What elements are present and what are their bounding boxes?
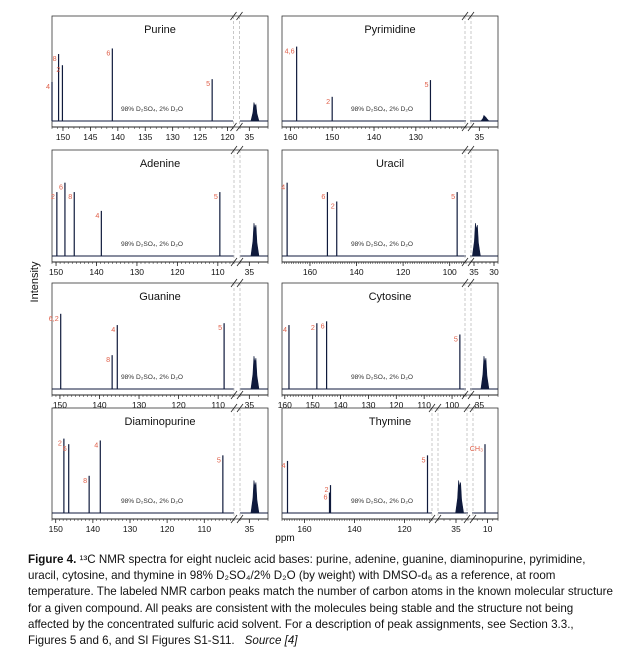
tick-label: 120 <box>171 400 186 410</box>
peak-label: 5 <box>421 455 426 465</box>
tick-label: 160 <box>283 132 298 142</box>
tick-label: 110 <box>197 524 212 534</box>
peak-label: 8 <box>68 192 73 202</box>
tick-label: 100 <box>444 400 460 410</box>
peak-label: 4 <box>95 210 100 220</box>
peak-label: 8 <box>83 475 88 485</box>
panel-title: Pyrimidine <box>364 24 416 36</box>
peak-label: 5 <box>424 80 429 90</box>
peak-label: 6 <box>320 321 325 331</box>
reference-peak <box>251 480 259 513</box>
tick-label: 130 <box>129 267 145 277</box>
tick-label: 35 <box>244 267 255 277</box>
peak-label: 5 <box>218 323 223 333</box>
peak-label: 2 <box>57 438 62 448</box>
spectrum-panel <box>46 12 268 142</box>
spectrum-panel <box>49 279 268 410</box>
peak-label: 8 <box>52 54 57 64</box>
tick-label: 160 <box>277 400 292 410</box>
tick-label: 35 <box>469 267 479 277</box>
tick-label: 140 <box>89 267 104 277</box>
peak-label: 2 <box>330 201 335 211</box>
peak-label: 4 <box>282 325 287 335</box>
tick-label: 110 <box>211 267 225 277</box>
reference-peak <box>481 356 489 389</box>
tick-label: 140 <box>110 132 125 142</box>
tick-label: 160 <box>297 524 312 534</box>
peak-label: 4,6 <box>284 46 295 56</box>
solvent-label: 98% D₂SO₄, 2% D₂O <box>120 241 184 248</box>
tick-label: 150 <box>325 132 340 142</box>
tick-label: 160 <box>302 267 318 277</box>
peak-label: 4 <box>281 460 286 470</box>
peak-label: CH₃ <box>469 444 483 454</box>
tick-label: 140 <box>366 132 382 142</box>
tick-label: 30 <box>489 267 499 277</box>
tick-label: 140 <box>349 267 364 277</box>
peak-label: 2 <box>326 96 331 106</box>
tick-label: 140 <box>92 400 107 410</box>
tick-label: 125 <box>192 132 208 142</box>
peak-label: 5 <box>453 334 458 344</box>
peak-label: 4 <box>281 182 286 192</box>
tick-label: 150 <box>48 524 63 534</box>
y-axis-label: Intensity <box>29 261 41 303</box>
tick-label: 35 <box>474 400 485 410</box>
spectrum-panel <box>49 146 268 277</box>
reference-peak <box>251 102 259 121</box>
tick-label: 120 <box>396 267 411 277</box>
panel-title: Diaminopurine <box>124 416 196 428</box>
peak-label: 2 <box>310 323 315 333</box>
peak-label: 2 <box>56 65 61 75</box>
reference-peak <box>472 223 480 256</box>
spectrum-panel <box>282 404 499 534</box>
peak-label: 2 <box>324 485 329 495</box>
peak-label: 4 <box>111 325 116 335</box>
tick-label: 110 <box>417 400 431 410</box>
reference-peak <box>251 356 259 389</box>
figure-caption <box>28 552 613 649</box>
peak-label: 6 <box>58 182 63 192</box>
reference-peak <box>251 223 259 256</box>
peak-label: 4 <box>46 81 50 91</box>
solvent-label: 98% D₂SO₄, 2% D₂O <box>350 498 414 505</box>
tick-label: 130 <box>408 132 423 142</box>
tick-label: 150 <box>305 400 320 410</box>
tick-label: 150 <box>48 267 64 277</box>
peak-label: 5 <box>206 79 211 89</box>
tick-label: 145 <box>83 132 98 142</box>
panel-title: Thymine <box>368 416 412 428</box>
spectrum-panel <box>278 279 498 410</box>
tick-label: 120 <box>170 267 185 277</box>
tick-label: 120 <box>389 400 404 410</box>
solvent-label: 98% D₂SO₄, 2% D₂O <box>120 498 184 505</box>
peak-label: 4 <box>94 440 99 450</box>
tick-label: 130 <box>122 524 138 534</box>
peak-label: 6 <box>62 444 67 454</box>
tick-label: 140 <box>333 400 348 410</box>
spectrum-panel <box>282 12 498 142</box>
tick-label: 150 <box>52 400 68 410</box>
tick-label: 35 <box>474 132 485 142</box>
solvent-label: 98% D₂SO₄, 2% D₂O <box>120 106 184 113</box>
panel-title: Purine <box>144 24 176 36</box>
tick-label: 140 <box>347 524 362 534</box>
peak-label: 6 <box>321 192 326 202</box>
peak-label: 6,2 <box>48 313 59 323</box>
panel-title: Cytosine <box>368 291 412 303</box>
tick-label: 130 <box>131 400 147 410</box>
peak-label: 5 <box>213 192 218 202</box>
figure-label: Figure 4. <box>28 553 77 566</box>
reference-peak <box>481 115 489 121</box>
tick-label: 35 <box>451 524 461 534</box>
peak-label: 6 <box>106 48 111 58</box>
panel-title: Uracil <box>375 158 405 170</box>
peak-label: 8 <box>106 355 111 365</box>
tick-label: 35 <box>244 132 255 142</box>
solvent-label: 98% D₂SO₄, 2% D₂O <box>120 374 184 381</box>
peak-label: 5 <box>216 455 221 465</box>
tick-label: 130 <box>165 132 180 142</box>
solvent-label: 98% D₂SO₄, 2% D₂O <box>350 106 414 113</box>
panel-title: Adenine <box>139 158 181 170</box>
tick-label: 130 <box>361 400 376 410</box>
tick-label: 120 <box>220 132 235 142</box>
tick-label: 110 <box>211 400 225 410</box>
peak-label: 6 <box>323 492 328 502</box>
tick-label: 135 <box>138 132 153 142</box>
reference-peak <box>456 480 464 513</box>
spectra-panels <box>46 12 499 534</box>
tick-label: 35 <box>244 524 255 534</box>
tick-label: 150 <box>55 132 71 142</box>
tick-label: 35 <box>244 400 255 410</box>
solvent-label: 98% D₂SO₄, 2% D₂O <box>350 374 414 381</box>
spectrum-panel <box>49 404 268 534</box>
tick-label: 10 <box>482 524 493 534</box>
solvent-label: 98% D₂SO₄, 2% D₂O <box>350 241 414 248</box>
panel-title: Guanine <box>139 291 181 303</box>
tick-label: 120 <box>160 524 175 534</box>
peak-label: 2 <box>50 192 55 202</box>
caption-text: ¹³C NMR spectra for eight nucleic acid bases: purine, adenine, guanine, diaminopurine, pyrimidine, uracil, cytosine, and thymine in 98% D₂SO₄/2% D₂O (by weight) with DMSO-d₆ as a reference, at room temperature. The labeled NMR carbon peaks match the number of carbon atoms in the known molecular structure for a given compound. All peaks are consistent with the molecules being stable and the structure not being affected by the concentrated sulfuric acid solvent. For a description of peak assignments, see Section 3.3., Figures 5 and 6, and SI Figures S1-S11. <box>28 553 613 648</box>
x-axis-label: ppm <box>275 533 295 544</box>
peak-label: 5 <box>451 192 456 202</box>
tick-label: 100 <box>442 267 457 277</box>
tick-label: 120 <box>397 524 412 534</box>
source-note: Source [4] <box>244 634 298 648</box>
spectrum-panel <box>281 146 499 277</box>
tick-label: 140 <box>85 524 100 534</box>
